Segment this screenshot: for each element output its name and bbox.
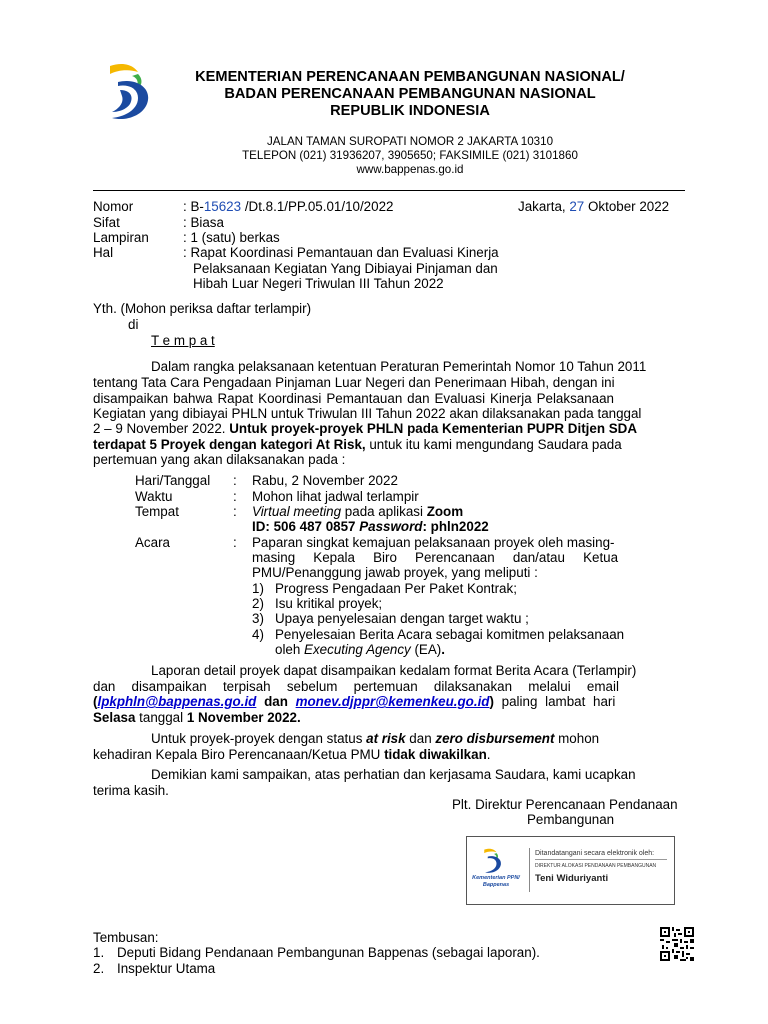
item-2-text: Isu kritikal proyek; <box>275 596 383 611</box>
address: JALAN TAMAN SUROPATI NOMOR 2 JAKARTA 10310 <box>266 135 554 148</box>
ministry-name-line3: REPUBLIK INDONESIA <box>330 103 490 119</box>
hal-label: Hal <box>93 245 114 260</box>
nomor-label: Nomor <box>93 199 134 214</box>
bappenas-small-logo <box>481 847 505 875</box>
ministry-name-line1: KEMENTERIAN PERENCANAAN PEMBANGUNAN NASIONAL/ <box>195 69 625 85</box>
nomor-value: : B-15623 /Dt.8.1/PP.05.01/10/2022 <box>183 199 394 214</box>
item-4-text: Penyelesaian Berita Acara sebagai komitmen pelaksanaan <box>275 627 625 642</box>
cc-item-1-text: Deputi Bidang Pendanaan Pembangunan Bappenas (sebagai laporan). <box>117 945 540 960</box>
acara-line2: masing Kepala Biro Perencanaan dan/atau Ketua <box>252 550 619 565</box>
item-3-num: 3) <box>252 611 264 626</box>
email-bappenas-link[interactable]: lpkphln@bappenas.go.id <box>97 694 257 709</box>
signer-org: DIREKTUR ALOKASI PENDANAAN PEMBANGUNAN <box>535 863 657 869</box>
p3-line2: kehadiran Kepala Biro Perencanaan/Ketua PMU tidak diwakilkan. <box>93 747 491 762</box>
tempat-value: Virtual meeting pada aplikasi Zoom <box>252 504 464 519</box>
sifat-value: : Biasa <box>183 215 224 230</box>
small-logo-text: Kementerian PPN/ Bappenas <box>472 875 520 888</box>
p2-line1: Laporan detail proyek dapat disampaikan kedalam format Berita Acara (Terlampir) <box>151 663 637 678</box>
recipient-tempat: T e m p a t <box>151 333 215 348</box>
letter-date: Jakarta, 27 Oktober 2022 <box>518 199 670 214</box>
p1-line2: tentang Tata Cara Pengadaan Pinjaman Luar Negeri dan Penerimaan Hibah, dengan ini <box>93 375 615 390</box>
p3-line1: Untuk proyek-proyek dengan status at risk dan zero disbursement mohon <box>151 731 600 746</box>
p1-line7: pertemuan yang akan dilaksanakan pada : <box>93 452 346 467</box>
waktu-value: Mohon lihat jadwal terlampir <box>252 489 419 504</box>
cc-label: Tembusan: <box>93 930 159 945</box>
email-kemenkeu-link[interactable]: monev.djppr@kemenkeu.go.id <box>295 694 490 709</box>
header-divider <box>93 190 685 191</box>
item-2-num: 2) <box>252 596 264 611</box>
cc-item-2-text: Inspektur Utama <box>117 961 216 976</box>
ministry-name-line2: BADAN PERENCANAAN PEMBANGUNAN NASIONAL <box>224 86 596 102</box>
item-1-num: 1) <box>252 581 264 596</box>
hari-colon: : <box>233 473 237 488</box>
phone: TELEPON (021) 31936207, 3905650; FAKSIMILE (021) 3101860 <box>242 149 578 162</box>
p4-line1: Demikian kami sampaikan, atas perhatian dan kerjasama Saudara, kami ucapkan <box>151 767 636 782</box>
sig-rule <box>535 859 667 860</box>
acara-colon: : <box>233 535 237 550</box>
signatory-title-line1: Plt. Direktur Perencanaan Pendanaan <box>452 797 678 812</box>
hari-label: Hari/Tanggal <box>135 473 211 488</box>
zoom-id: ID: 506 487 0857 Password: phln2022 <box>252 519 489 534</box>
qr-code <box>660 927 694 961</box>
signed-label: Ditandatangani secara elektronik oleh: <box>535 850 655 857</box>
sig-divider <box>529 848 530 892</box>
acara-line1: Paparan singkat kemajuan pelaksanaan proyek oleh masing- <box>252 535 615 550</box>
p1-line6: terdapat 5 Proyek dengan kategori At Risk, untuk itu kami mengundang Saudara pada <box>93 437 622 452</box>
item-1-text: Progress Pengadaan Per Paket Kontrak; <box>275 581 517 596</box>
p1-line4: Kegiatan yang dibiayai PHLN untuk Triwulan III Tahun 2022 akan dilaksanakan pada tanggal <box>93 406 642 421</box>
tempat-colon: : <box>233 504 237 519</box>
p2-line2: dan disampaikan terpisah sebelum pertemuan dilaksanakan melalui email <box>93 679 619 694</box>
hari-value: Rabu, 2 November 2022 <box>252 473 398 488</box>
acara-label: Acara <box>135 535 170 550</box>
e-signature-box <box>466 836 675 905</box>
p2-line3: (lpkphln@bappenas.go.id dan monev.djppr@kemenkeu.go.id) paling lambat hari <box>93 694 616 709</box>
sifat-label: Sifat <box>93 215 120 230</box>
lampiran-value: : 1 (satu) berkas <box>183 230 280 245</box>
hal-line1: : Rapat Koordinasi Pemantauan dan Evaluasi Kinerja <box>183 245 499 260</box>
hal-line3: Hibah Luar Negeri Triwulan III Tahun 2022 <box>193 276 444 291</box>
waktu-colon: : <box>233 489 237 504</box>
p1-line3: disampaikan bahwa Rapat Koordinasi Pemantauan dan Evaluasi Kinerja Pelaksanaan <box>93 391 615 406</box>
lampiran-label: Lampiran <box>93 230 149 245</box>
p1-line1: Dalam rangka pelaksanaan ketentuan Peraturan Pemerintah Nomor 10 Tahun 2011 <box>151 359 647 374</box>
item-4-line2: oleh Executing Agency (EA). <box>275 642 445 657</box>
signatory-title-line2: Pembangunan <box>527 812 615 827</box>
cc-item-2-num: 2. <box>93 961 105 976</box>
item-3-text: Upaya penyelesaian dengan target waktu ; <box>275 611 529 626</box>
waktu-label: Waktu <box>135 489 173 504</box>
item-4-num: 4) <box>252 627 264 642</box>
hal-line2: Pelaksanaan Kegiatan Yang Dibiayai Pinjaman dan <box>193 261 498 276</box>
tempat-label: Tempat <box>135 504 179 519</box>
cc-item-1-num: 1. <box>93 945 105 960</box>
recipient-di: di <box>128 317 139 332</box>
p2-line4: Selasa tanggal 1 November 2022. <box>93 710 301 725</box>
signer-name: Teni Widuriyanti <box>535 873 609 884</box>
p4-line2: terima kasih. <box>93 783 169 798</box>
website: www.bappenas.go.id <box>356 163 464 176</box>
p1-line5: 2 – 9 November 2022. Untuk proyek-proyek PHLN pada Kementerian PUPR Ditjen SDA <box>93 421 637 436</box>
acara-line3: PMU/Penanggung jawab proyek, yang meliputi : <box>252 565 538 580</box>
recipient-yth: Yth. (Mohon periksa daftar terlampir) <box>93 301 312 316</box>
bappenas-logo <box>104 60 156 124</box>
